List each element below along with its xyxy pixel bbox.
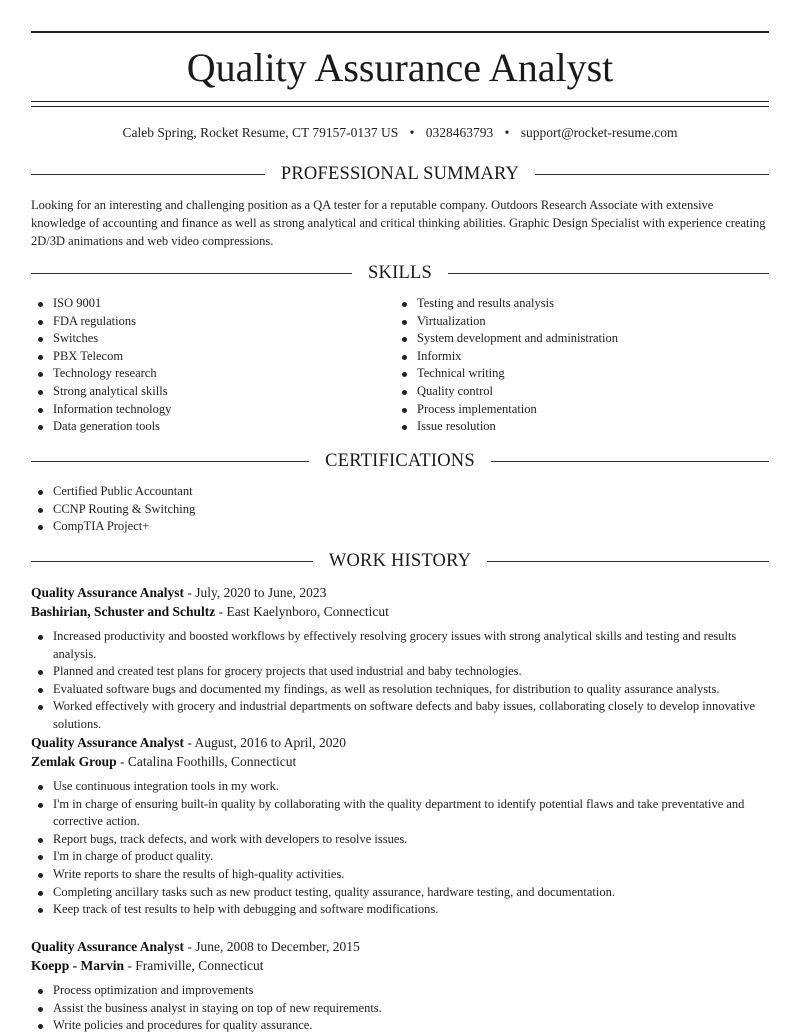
certification-item: CCNP Routing & Switching <box>31 501 769 519</box>
job-title: Quality Assurance Analyst <box>31 735 185 750</box>
job-bullet: Worked effectively with grocery and industrial departments on software defects and baby issues, collaborating closely to develop innovative solutions. <box>31 698 769 733</box>
job-bullets <box>31 628 769 734</box>
job-dates: - July, 2020 to June, 2023 <box>184 585 327 600</box>
work-history-heading-label: WORK HISTORY <box>328 551 472 571</box>
job-dates: - August, 2016 to April, 2020 <box>184 735 347 750</box>
job-location: - Catalina Foothills, Connecticut <box>116 754 297 769</box>
contact-line <box>31 124 769 142</box>
skill-item: PBX Telecom <box>31 348 391 366</box>
skill-item: Process implementation <box>395 401 755 419</box>
certifications-heading <box>31 449 769 473</box>
job-bullet: Use continuous integration tools in my work. <box>31 778 769 796</box>
job-title-line <box>31 583 769 602</box>
certifications-list <box>31 483 769 536</box>
work-history-heading <box>31 549 769 573</box>
skill-item: Technical writing <box>395 365 755 383</box>
job-bullet: I'm in charge of ensuring built-in quality by collaborating with the quality department to identify potential flaws and take preventative and corrective action. <box>31 796 769 831</box>
certification-item: CompTIA Project+ <box>31 518 769 536</box>
job-entry <box>31 583 769 734</box>
heading-rule <box>31 461 309 462</box>
skills-list-left <box>31 295 391 436</box>
heading-rule <box>31 273 352 274</box>
job-bullets <box>31 778 769 919</box>
heading-rule <box>448 273 769 274</box>
heading-rule <box>31 561 313 562</box>
job-company: Koepp - Marvin <box>31 958 124 973</box>
skill-item: Quality control <box>395 383 755 401</box>
job-bullet: Keep track of test results to help with debugging and software modifications. <box>31 901 769 919</box>
contact-address: Caleb Spring, Rocket Resume, CT 79157-0137 US <box>122 125 399 140</box>
contact-separator: • <box>504 125 510 140</box>
top-rule <box>31 31 769 33</box>
contact-separator: • <box>409 125 415 140</box>
job-bullet: Completing ancillary tasks such as new product testing, quality assurance, hardware testing, and documentation. <box>31 884 769 902</box>
heading-rule <box>487 561 769 562</box>
certifications-heading-label: CERTIFICATIONS <box>325 451 475 471</box>
skill-item: FDA regulations <box>31 313 391 331</box>
job-bullet: I'm in charge of product quality. <box>31 848 769 866</box>
resume-title: Quality Assurance Analyst <box>186 45 614 90</box>
contact-email: support@rocket-resume.com <box>520 125 678 140</box>
job-bullet: Report bugs, track defects, and work with developers to resolve issues. <box>31 831 769 849</box>
heading-rule <box>535 174 769 175</box>
job-entry <box>31 937 769 1035</box>
skill-item: Virtualization <box>395 313 755 331</box>
skill-item: Information technology <box>31 401 391 419</box>
job-bullet: Write policies and procedures for quality assurance. <box>31 1017 769 1035</box>
skills-list-right <box>395 295 755 436</box>
job-location: - East Kaelynboro, Connecticut <box>215 604 389 619</box>
skill-item: Issue resolution <box>395 418 755 436</box>
summary-heading <box>31 162 769 186</box>
summary-text: Looking for an interesting and challenging position as a QA tester for a reputable company. Outdoors Research Associate with extensive knowledge of accounting and finance as well as strong analytical and critical thinking abilities. Graphic Design Specialist with experience creating 2D/3D animations and web video compressions. <box>31 198 766 248</box>
skill-item: Data generation tools <box>31 418 391 436</box>
job-bullet: Process optimization and improvements <box>31 982 769 1000</box>
job-bullet: Assist the business analyst in staying on top of new requirements. <box>31 1000 769 1018</box>
skill-item: System development and administration <box>395 330 755 348</box>
job-bullets <box>31 982 769 1035</box>
job-bullet: Planned and created test plans for grocery projects that used industrial and baby technologies. <box>31 663 769 681</box>
job-company-line <box>31 956 769 975</box>
title-double-rule <box>31 101 769 107</box>
job-bullet: Evaluated software bugs and documented my findings, as well as resolution techniques, for distribution to quality assurance analysts. <box>31 681 769 699</box>
job-bullet: Write reports to share the results of high-quality activities. <box>31 866 769 884</box>
job-title: Quality Assurance Analyst <box>31 939 185 954</box>
job-dates: - June, 2008 to December, 2015 <box>184 939 360 954</box>
skill-item: Switches <box>31 330 391 348</box>
job-company-line <box>31 752 769 771</box>
job-title-line <box>31 733 769 752</box>
job-title-line <box>31 937 769 956</box>
skill-item: ISO 9001 <box>31 295 391 313</box>
skill-item: Strong analytical skills <box>31 383 391 401</box>
job-bullet: Increased productivity and boosted workflows by effectively resolving grocery issues with strong analytical skills and testing and results analysis. <box>31 628 769 663</box>
skill-item: Technology research <box>31 365 391 383</box>
job-company: Bashirian, Schuster and Schultz <box>31 604 216 619</box>
skills-heading <box>31 261 769 285</box>
skill-item: Informix <box>395 348 755 366</box>
heading-rule <box>491 461 769 462</box>
contact-phone: 0328463793 <box>425 125 494 140</box>
skill-item: Testing and results analysis <box>395 295 755 313</box>
job-title: Quality Assurance Analyst <box>31 585 185 600</box>
skills-heading-label: SKILLS <box>368 263 432 283</box>
summary-heading-label: PROFESSIONAL SUMMARY <box>280 164 520 184</box>
job-company-line <box>31 602 769 621</box>
job-entry <box>31 733 769 919</box>
heading-rule <box>31 174 265 175</box>
certification-item: Certified Public Accountant <box>31 483 769 501</box>
job-company: Zemlak Group <box>31 754 117 769</box>
job-location: - Framiville, Connecticut <box>124 958 264 973</box>
